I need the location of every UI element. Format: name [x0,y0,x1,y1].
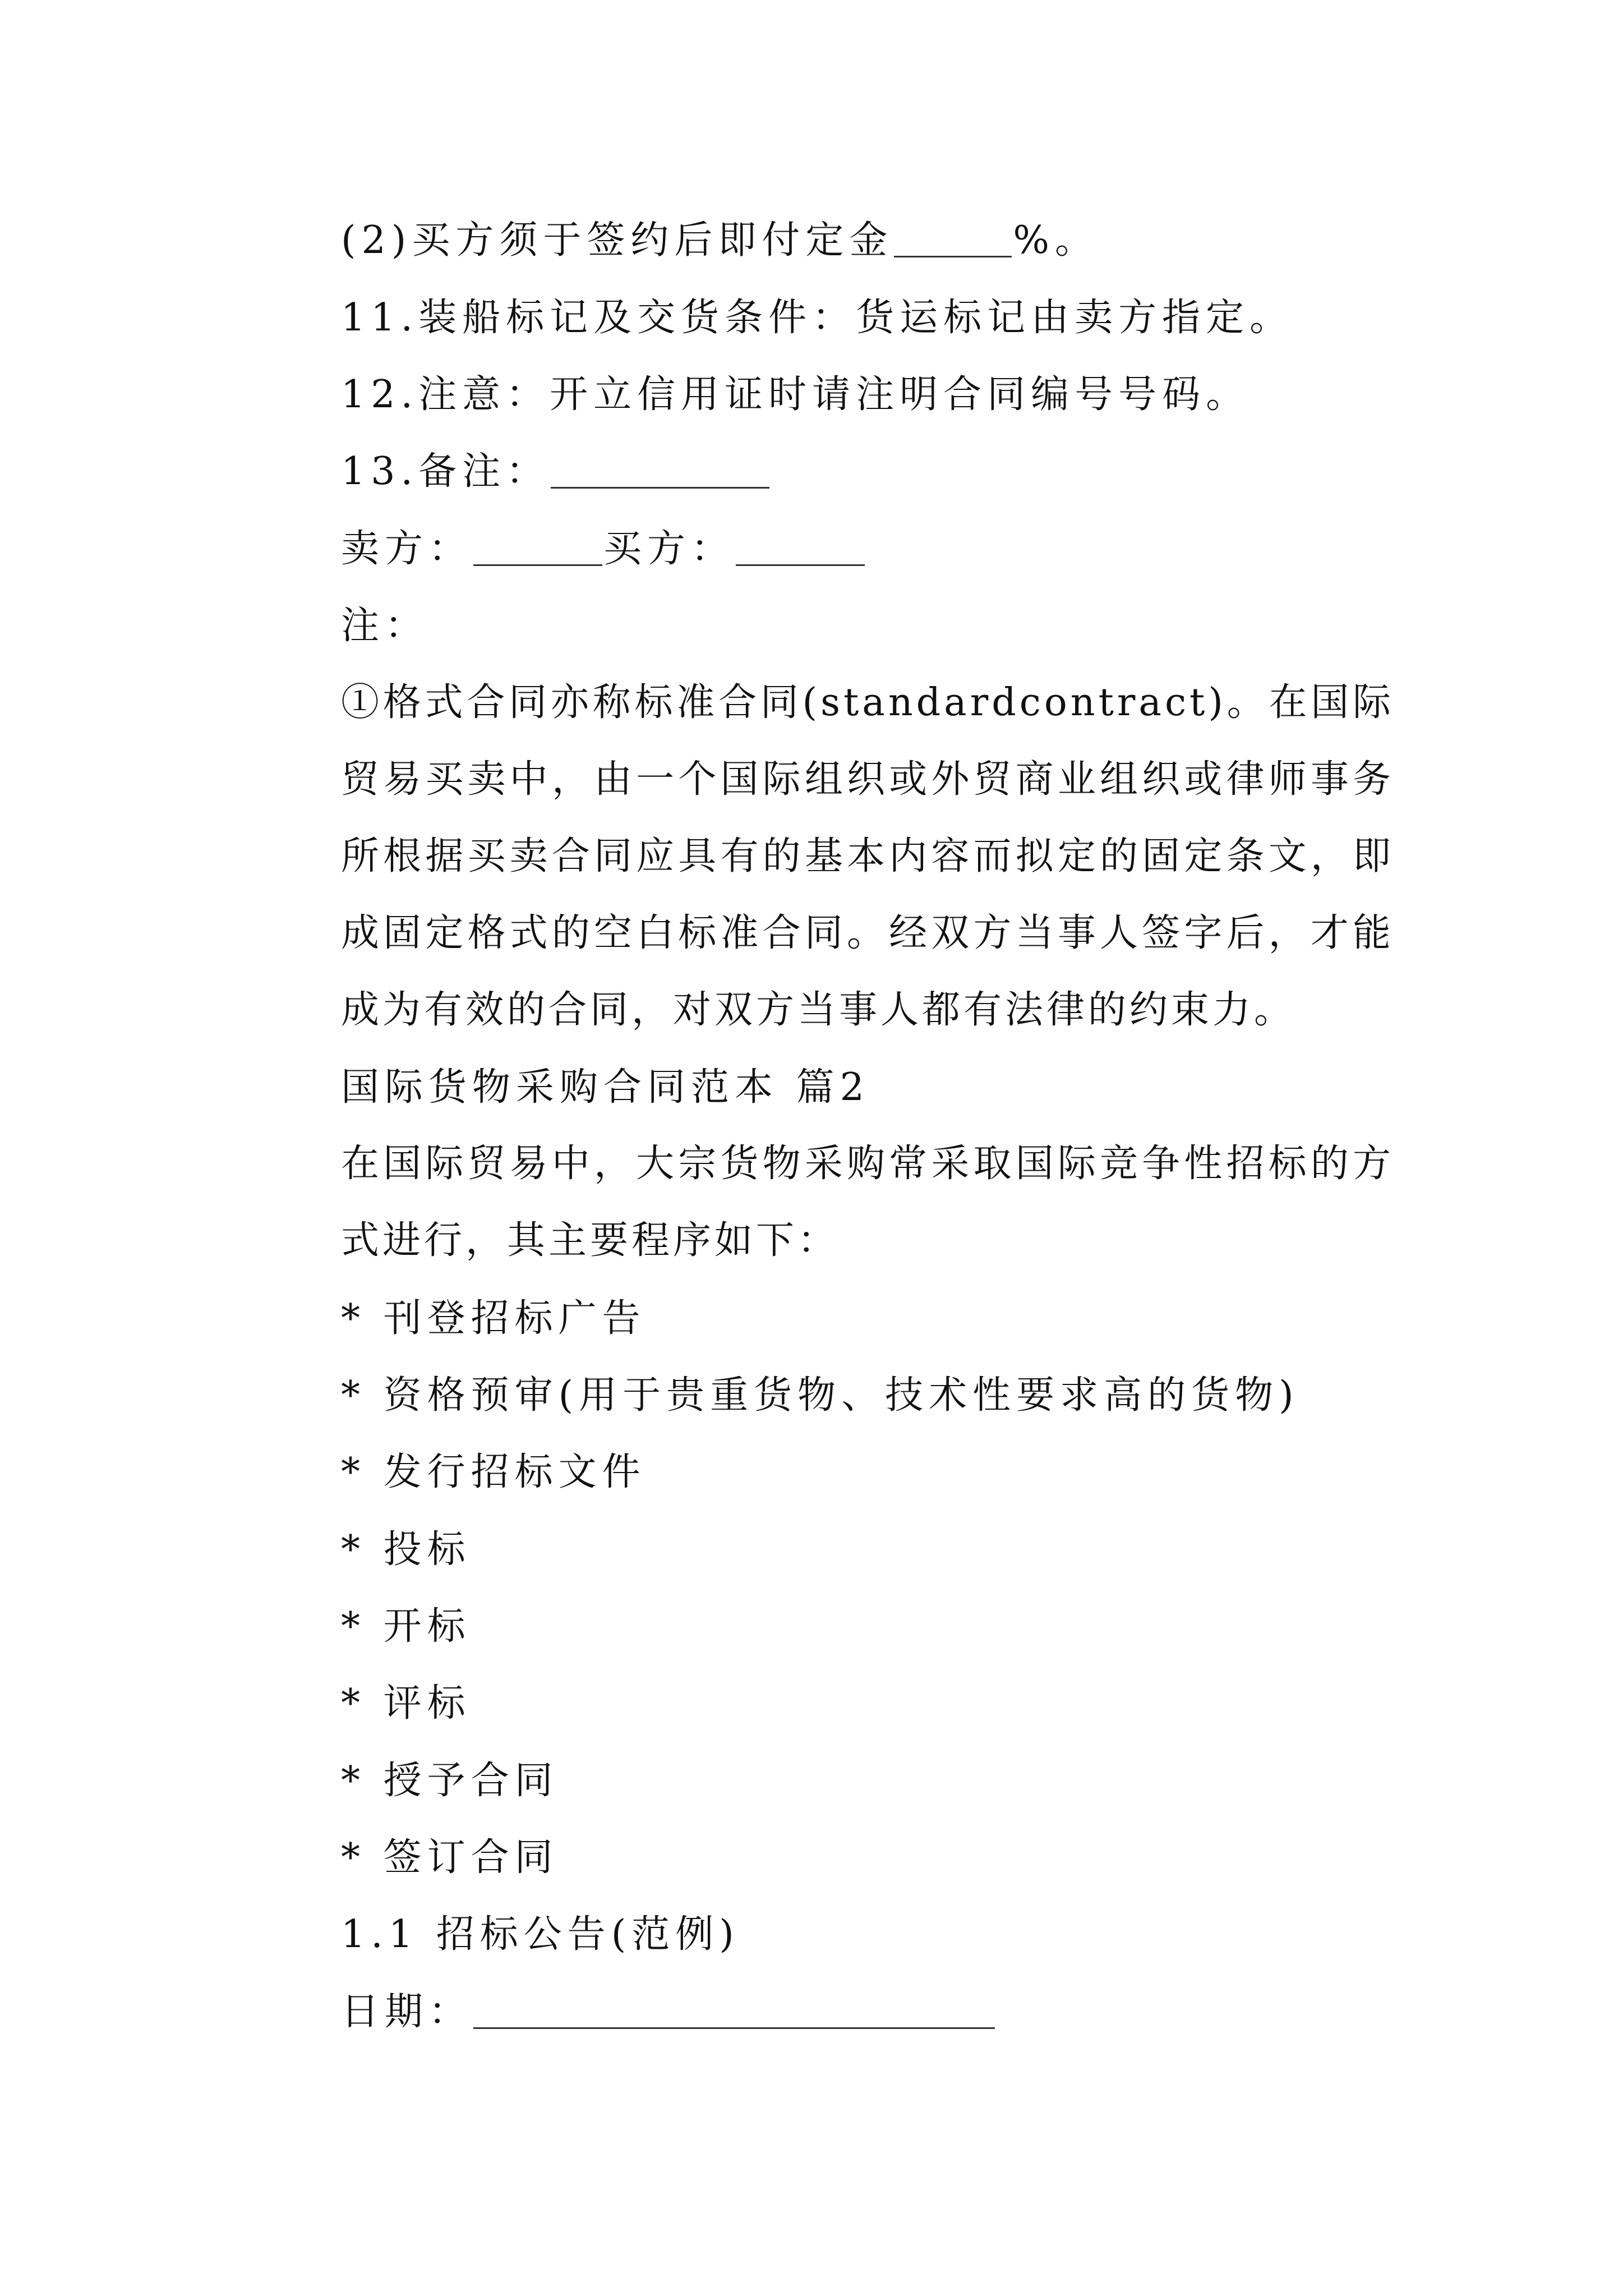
note-paragraph [250,664,1394,1048]
step-item: * 签订合同 [341,1835,559,1880]
note-paragraph-text: ①格式合同亦称标准合同(standardcontract)。在国际贸易买卖中，由一个国际组织或外贸商业组织或律师事务所根据买卖合同应具有的基本内容而拟定的固定条文，即成固定格式的空白标准合同。经双方当事人签字后，才能成为有效的合同，对双方当事人都有法律的约束力。 [341,680,1394,1032]
buyer-blank [736,531,865,566]
buyer-label: 买方： [603,527,735,571]
seller-blank [473,531,602,566]
shipping-mark-clause: 11.装船标记及交货条件：货运标记由卖方指定。 [341,296,1294,340]
subsection-title: 1.1 招标公告(范例) [341,1912,740,1957]
remarks-clause [341,447,771,497]
date-line [341,1987,996,2037]
step-item: * 开标 [341,1604,471,1649]
attention-clause: 12.注意：开立信用证时请注明合同编号号码。 [341,372,1250,417]
section-title: 国际货物采购合同范本 篇2 [341,1065,870,1110]
step-item: * 刊登招标广告 [341,1296,646,1341]
intro-paragraph-text: 在国际贸易中，大宗货物采购常采取国际竞争性招标的方式进行，其主要程序如下： [341,1142,1394,1263]
date-label: 日期： [341,1990,473,2034]
intro-paragraph [250,1125,1394,1279]
step-item: * 授予合同 [341,1759,559,1803]
remarks-blank [551,453,769,489]
step-item: * 投标 [341,1527,471,1572]
seller-label: 卖方： [341,527,473,571]
deposit-clause-text: (2)买方须于签约后即付定金 [341,218,893,263]
deposit-percent-blank [894,222,1012,257]
deposit-clause [341,215,1099,266]
note-label: 注： [341,604,429,648]
remarks-label: 13.备注： [341,449,550,494]
deposit-clause-suffix: %。 [1013,218,1099,263]
date-blank [473,1994,995,2029]
step-item: * 评标 [341,1681,471,1726]
signature-line [341,524,866,574]
step-item: * 发行招标文件 [341,1450,646,1494]
step-item: * 资格预审(用于贵重货物、技术性要求高的货物) [341,1373,1299,1418]
